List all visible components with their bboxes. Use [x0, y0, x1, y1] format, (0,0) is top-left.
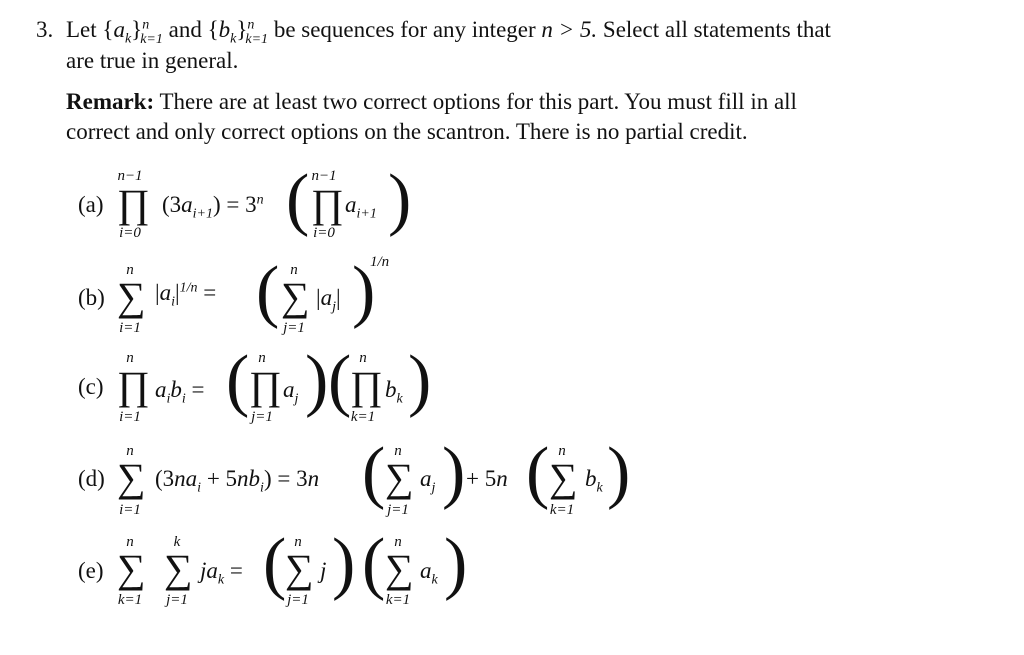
option-d-label: (d) — [78, 466, 105, 491]
stem-seq-b: b — [218, 17, 231, 42]
remark-text-1: There are at least two correct options for this part. You must fill in all — [159, 89, 797, 114]
stem-text-sequences: be sequences for any integer — [273, 17, 536, 42]
option-b-label: (b) — [78, 285, 105, 310]
stem-text-and: and { — [168, 17, 219, 42]
stem-seq-a: a — [113, 17, 125, 42]
stem-text-select: Select all statements that — [602, 17, 831, 42]
question-stem-line-2: are true in general. — [66, 48, 239, 73]
stem-text-let: Let { — [66, 17, 114, 42]
stem-condition: n > 5. — [541, 17, 598, 42]
option-a-label: (a) — [78, 192, 104, 217]
question-number: 3. — [36, 17, 54, 42]
question-stem-line-1: Let $\{a_k\}^n_{k=1}$ and $\{b_k\}^n_{k=1}$ be sequences for any integer n > 5. Select all statements that — [66, 17, 831, 47]
question-block: 3. Let $\{a_k\}^n_{k=1}$ and $\{b_k\}^n_{k=1}$ be sequences for any integer n > 5. Select all statements that are true in general. Remark: There are at least two correct options for this part. You must fill in all correct and only correct options on the scantron. There is no partial credit. (a) n−1 ∏ i=0 $(3a_{i+1}) = 3^n$ ( n−1 ∏ i=0 $a_{i+1}$ ) (b) n ∑ i=1 $|a_i|^{1/n}$ = ( n ∑ j=1 $|a_j|$ ) 1/n (c) n ∏ i=1 $a_ib_i$ = ( n ∏ j=1 $a_j$ ) ( n ∏ k=1 $b_k$ ) (d) n ∑ i=1 $(3na_i + 5nb_i) = 3n$ ( n ∑ j=1 $a_j$ ) + 5n ( n ∑ k=1 $b_k$ ) (e) n ∑ k=1 k ∑ j=1 $ja_k$ = ( n ∑ j=1 j ) ( n ∑ k=1 $a_k$ ) — [36, 17, 831, 608]
remark-label: Remark: — [66, 89, 155, 114]
remark-line-2: correct and only correct options on the scantron. There is no partial credit. — [66, 119, 748, 144]
remark-line-1 — [66, 89, 797, 115]
option-c-label: (c) — [78, 374, 104, 399]
option-e-label: (e) — [78, 558, 104, 583]
